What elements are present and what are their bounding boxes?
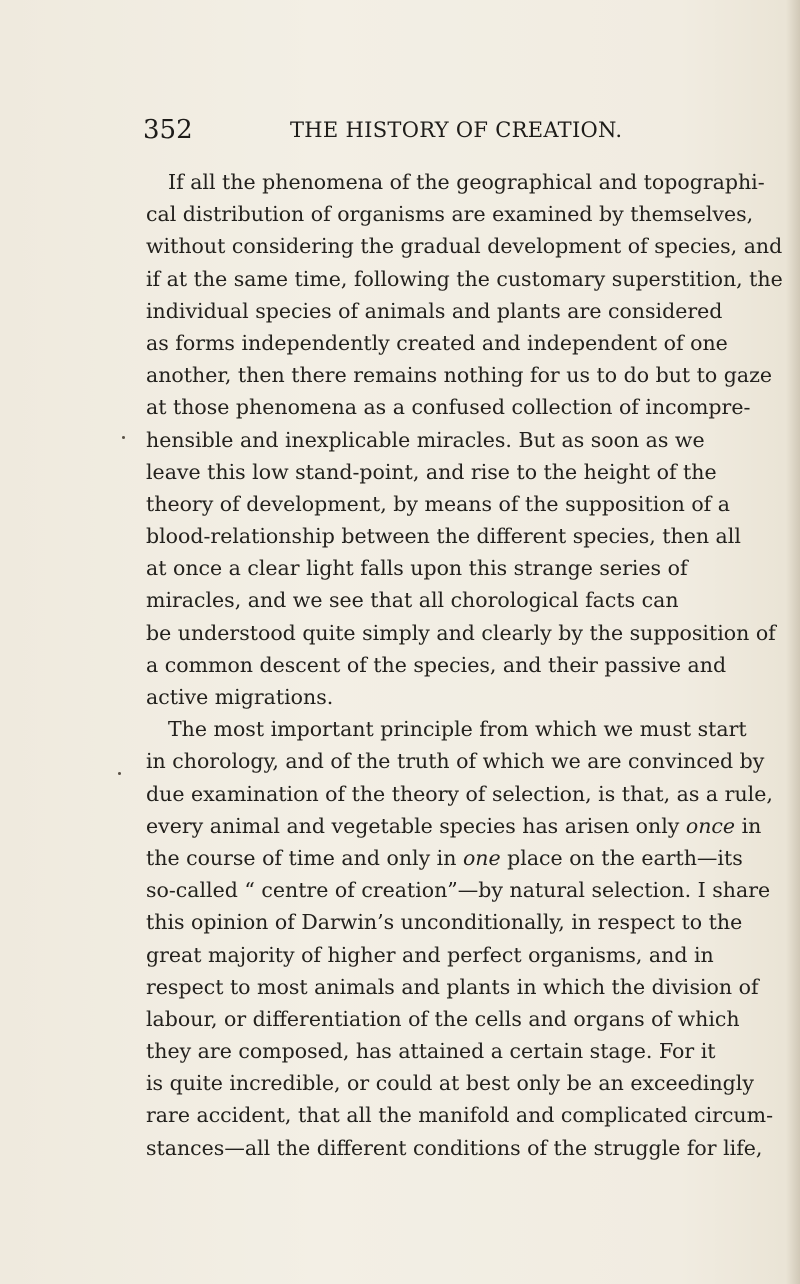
text-line: hensible and inexplicable miracles. But as soon as we bbox=[146, 427, 705, 452]
text-line: at once a clear light falls upon this strange series of bbox=[146, 556, 688, 581]
page-header bbox=[143, 113, 643, 147]
text-line: they are composed, has attained a certain stage. For it bbox=[146, 1039, 716, 1064]
text-line bbox=[146, 842, 743, 874]
page-number: 352 bbox=[143, 115, 193, 145]
paper-speck bbox=[118, 772, 121, 775]
text-segment: in bbox=[735, 813, 762, 838]
text-line: this opinion of Darwin’s unconditionally, in respect to the bbox=[146, 910, 743, 935]
text-line: in chorology, and of the truth of which we are convinced by bbox=[146, 749, 765, 774]
text-line: leave this low stand-point, and rise to the height of the bbox=[146, 459, 717, 484]
text-line: labour, or differentiation of the cells and organs of which bbox=[146, 1006, 740, 1031]
text-line: theory of development, by means of the supposition of a bbox=[146, 491, 730, 516]
text-line: at those phenomena as a confused collection of incompre- bbox=[146, 395, 751, 420]
paper-speck bbox=[122, 436, 125, 439]
text-line: due examination of the theory of selection, is that, as a rule, bbox=[146, 781, 773, 806]
text-line bbox=[146, 810, 762, 842]
text-line: as forms independently created and independent of one bbox=[146, 330, 728, 355]
text-line: if at the same time, following the customary superstition, the bbox=[146, 266, 783, 291]
text-segment: place on the earth—its bbox=[500, 845, 743, 870]
text-line: individual species of animals and plants are considered bbox=[146, 298, 723, 323]
text-line: without considering the gradual development of species, and bbox=[146, 234, 783, 259]
text-segment: every animal and vegetable species has arisen only bbox=[146, 813, 686, 838]
italic-emphasis: one bbox=[462, 845, 501, 870]
text-line: another, then there remains nothing for us to do but to gaze bbox=[146, 363, 773, 388]
text-line: be understood quite simply and clearly by the supposition of bbox=[146, 620, 776, 645]
text-line: a common descent of the species, and their passive and bbox=[146, 652, 727, 677]
text-line: If all the phenomena of the geographical and topographi- bbox=[168, 170, 765, 194]
text-segment: the course of time and only in bbox=[146, 845, 463, 870]
text-line: miracles, and we see that all chorological facts can bbox=[146, 588, 679, 613]
text-line: great majority of higher and perfect organisms, and in bbox=[146, 942, 714, 967]
text-line: is quite incredible, or could at best only be an exceedingly bbox=[146, 1071, 754, 1096]
italic-emphasis: once bbox=[685, 813, 736, 838]
text-line: stances—all the different conditions of the struggle for life, bbox=[146, 1135, 763, 1160]
text-line: rare accident, that all the manifold and complicated circum- bbox=[146, 1103, 774, 1128]
running-title: THE HISTORY OF CREATION. bbox=[290, 118, 623, 142]
body-text bbox=[146, 166, 783, 1164]
text-line: The most important principle from which we must start bbox=[168, 717, 747, 742]
text-line: blood-relationship between the different species, then all bbox=[146, 524, 741, 549]
text-line: active migrations. bbox=[146, 685, 334, 709]
text-line: respect to most animals and plants in which the division of bbox=[146, 974, 759, 999]
text-line: cal distribution of organisms are examined by themselves, bbox=[146, 202, 754, 227]
text-line: so-called “ centre of creation”—by natural selection. I share bbox=[146, 878, 771, 903]
page-edge-shadow bbox=[786, 0, 800, 1284]
